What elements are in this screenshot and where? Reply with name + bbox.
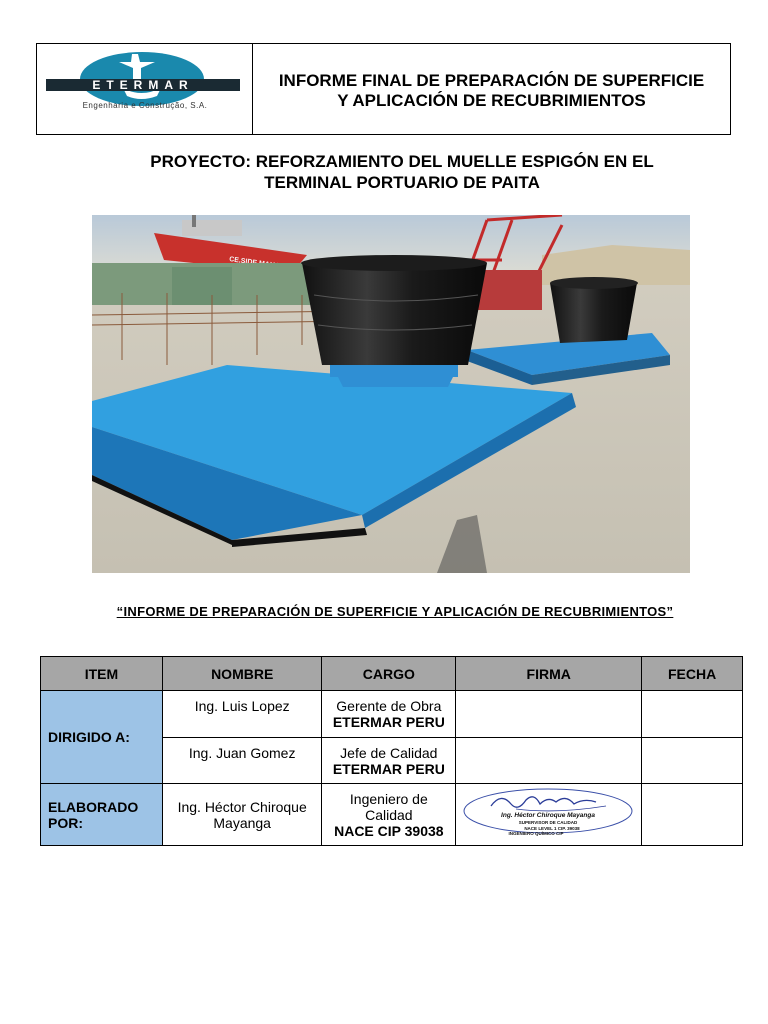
cargo-title: Gerente de Obra [336,698,442,714]
signature-table [40,656,743,846]
stamp-line2: NACE LEVEL 1 CIP. 39038 [524,826,580,831]
signature-stamp [456,784,640,842]
etermar-logo [37,44,251,134]
stamp-name: Ing. Héctor Chiroque Mayanga [501,812,596,819]
report-subtitle: “INFORME DE PREPARACIÓN DE SUPERFICIE Y APLICACIÓN DE RECUBRIMIENTOS” [116,604,674,619]
fecha-cell [642,738,743,784]
table-header-row [41,657,743,691]
project-heading [92,151,712,193]
project-line2: TERMINAL PORTUARIO DE PAITA [264,173,540,192]
project-line1: PROYECTO: REFORZAMIENTO DEL MUELLE ESPIGÓN EN EL [150,152,654,171]
stamp-line3: INGENIERO QUÍMICO CIP [508,831,564,836]
report-title-line2: Y APLICACIÓN DE RECUBRIMIENTOS [337,91,646,110]
report-header [36,43,731,135]
cargo-title: Jefe de Calidad [340,745,438,761]
nombre-cell [162,784,322,846]
elaborado-label [41,784,163,846]
cargo-cell [322,691,456,738]
cargo-cell [322,784,456,846]
firma-cell [456,691,642,738]
firma-cell [456,738,642,784]
report-title [253,44,730,134]
cargo-line1: Ingeniero de [349,790,428,807]
header-item: ITEM [41,657,163,691]
header-firma: FIRMA [456,657,642,691]
cargo-line3: NACE CIP 39038 [334,822,444,839]
cargo-line2: Calidad [365,806,413,823]
nombre-line1: Ing. Héctor Chiroque [177,798,307,815]
logo-brand: ETERMAR [92,78,194,92]
cargo-company: ETERMAR PERU [332,761,445,777]
nombre-line2: Mayanga [213,814,271,831]
header-nombre: NOMBRE [162,657,322,691]
firma-cell [456,784,642,846]
logo-tagline: Engenharia e Construção, S.A. [82,101,208,110]
header-fecha: FECHA [642,657,743,691]
table-row [41,784,743,846]
nombre-cell: Ing. Juan Gomez [162,738,322,784]
nombre-cell: Ing. Luis Lopez [162,691,322,738]
cargo-cell [322,738,456,784]
stamp-line1: SUPERVISOR DE CALIDAD [518,820,578,825]
elaborado-label-line2: POR: [48,814,83,831]
fender-panels-photo [92,215,690,573]
fecha-cell [642,784,743,846]
fecha-cell [642,691,743,738]
table-row [41,691,743,738]
cargo-company: ETERMAR PERU [332,714,445,730]
header-cargo: CARGO [322,657,456,691]
logo-cell [37,44,253,134]
dirigido-label: DIRIGIDO A: [41,691,163,784]
elaborado-label-line1: ELABORADO [48,798,139,815]
report-title-line1: INFORME FINAL DE PREPARACIÓN DE SUPERFICIE [278,71,705,90]
handwritten-signature [491,797,596,807]
